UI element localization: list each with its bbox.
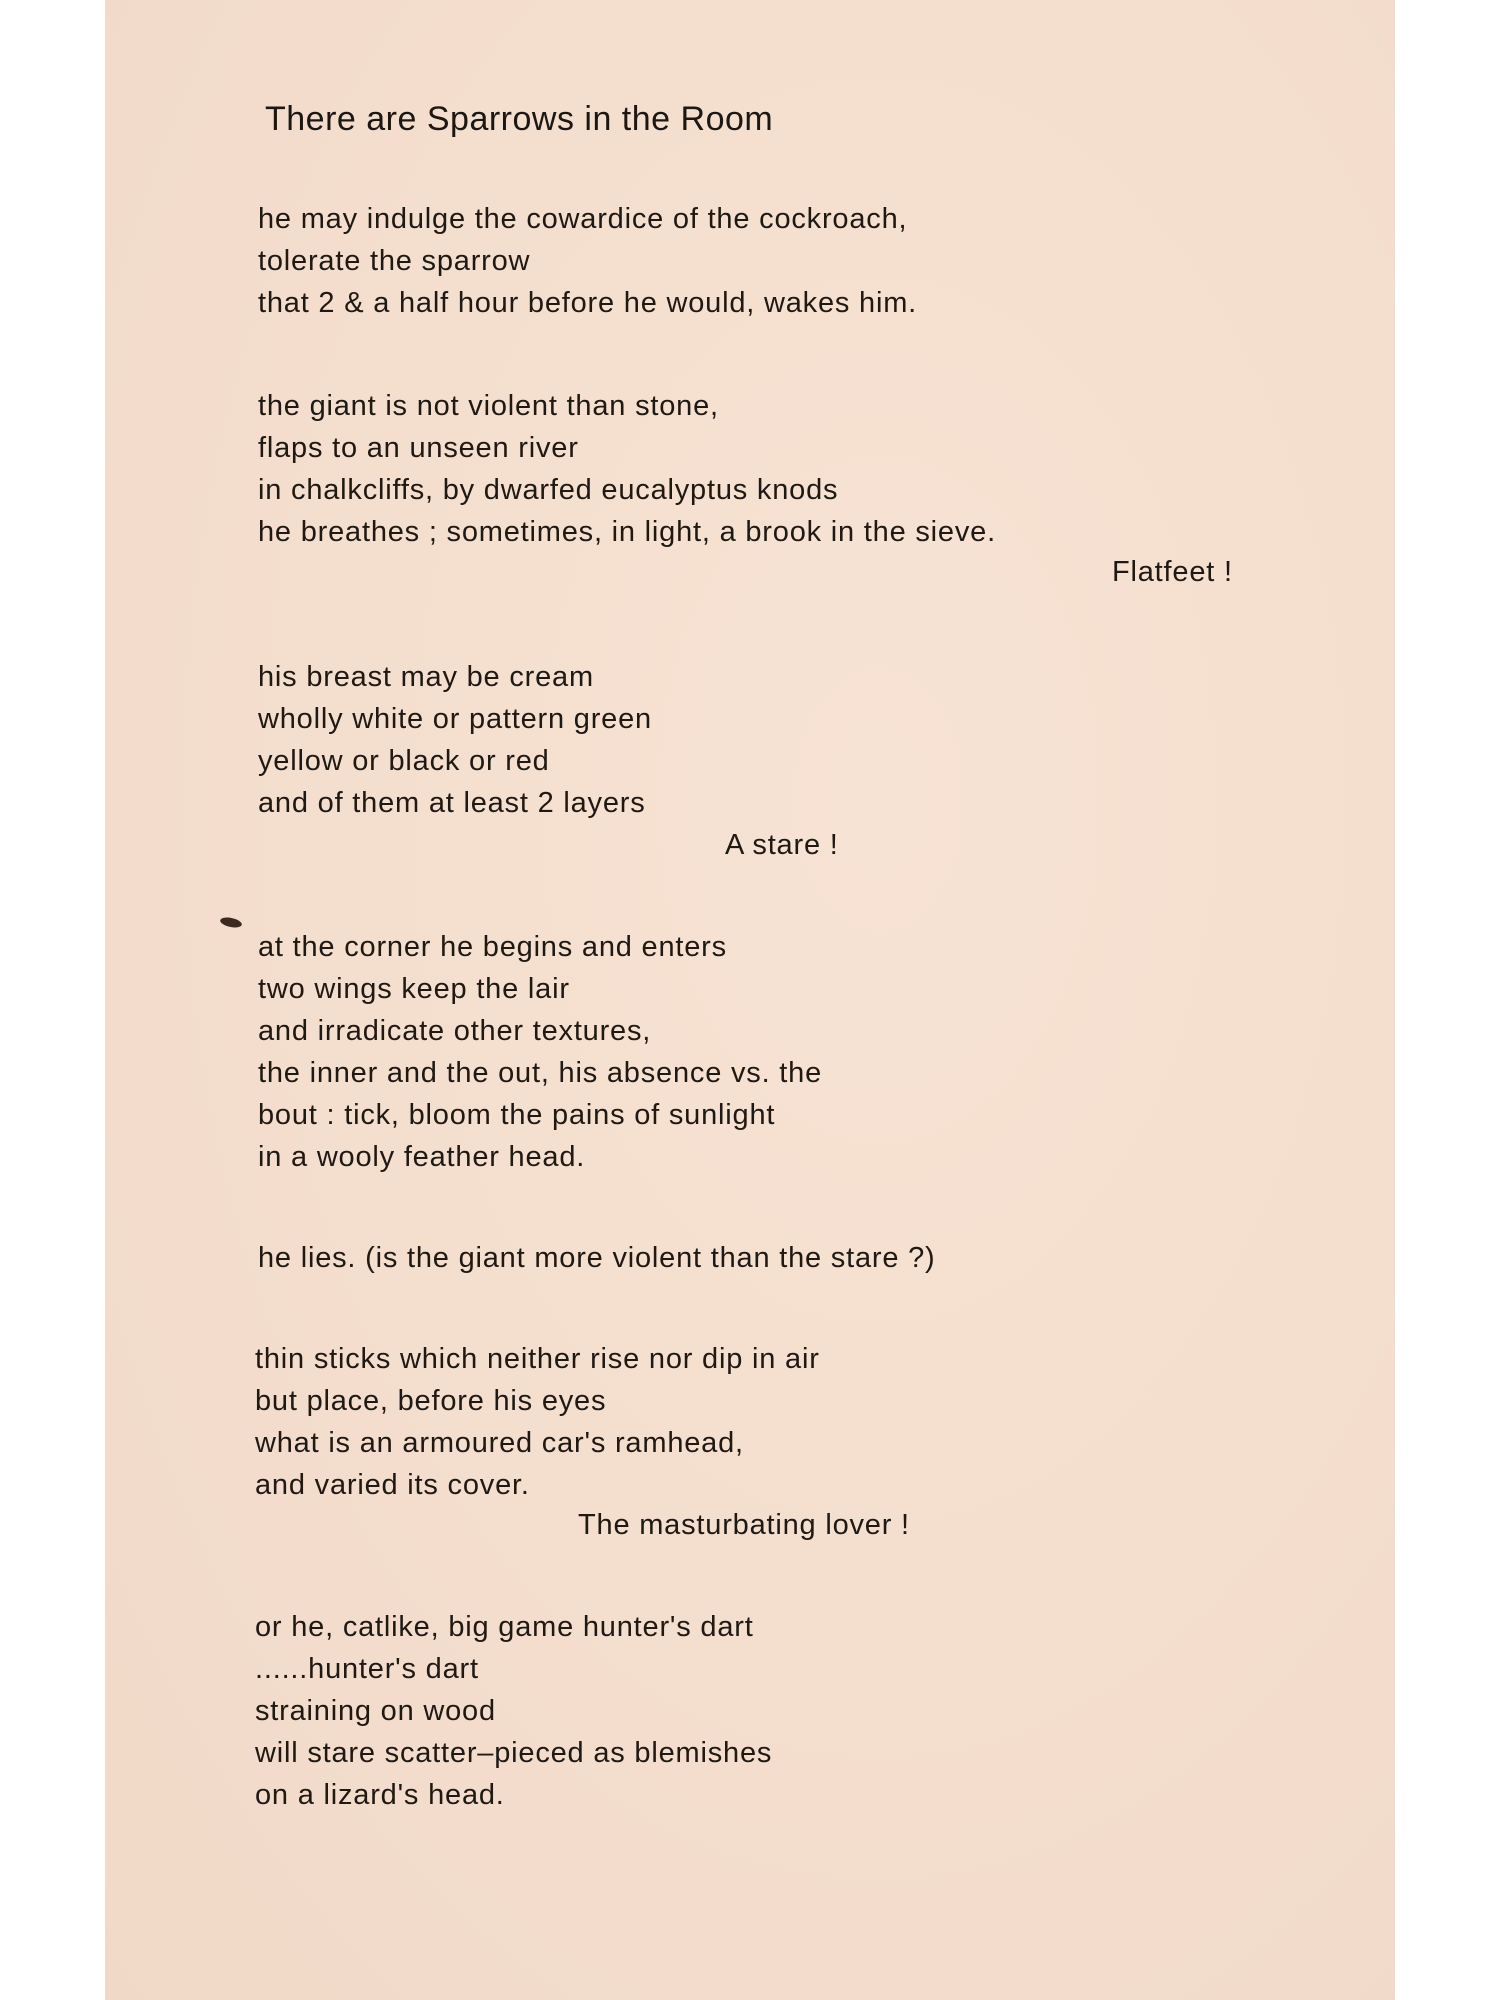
poem-line: in chalkcliffs, by dwarfed eucalyptus knods — [258, 474, 839, 506]
poem-line: thin sticks which neither rise nor dip in air — [255, 1343, 820, 1375]
poem-line: tolerate the sparrow — [258, 245, 531, 277]
poem-line: but place, before his eyes — [255, 1385, 607, 1417]
poem-line: in a wooly feather head. — [258, 1141, 586, 1173]
poem-line: yellow or black or red — [258, 745, 550, 777]
ink-speck — [219, 916, 242, 929]
poem-line: two wings keep the lair — [258, 973, 570, 1005]
poem-line: The masturbating lover ! — [578, 1509, 910, 1541]
poem-line: and irradicate other textures, — [258, 1015, 652, 1047]
poem-line: he breathes ; sometimes, in light, a brook in the sieve. — [258, 516, 996, 548]
poem-line: he may indulge the cowardice of the cockroach, — [258, 203, 908, 235]
poem-line: that 2 & a half hour before he would, wakes him. — [258, 287, 918, 319]
book-page — [105, 0, 1395, 2000]
poem-line: A stare ! — [725, 829, 839, 861]
poem-line: and of them at least 2 layers — [258, 787, 646, 819]
poem-line: on a lizard's head. — [255, 1779, 505, 1811]
poem-line: and varied its cover. — [255, 1469, 530, 1501]
poem-line: ......hunter's dart — [255, 1653, 479, 1685]
poem-line: or he, catlike, big game hunter's dart — [255, 1611, 754, 1643]
poem-line: bout : tick, bloom the pains of sunlight — [258, 1099, 776, 1131]
poem-line: will stare scatter–pieced as blemishes — [255, 1737, 773, 1769]
poem-line: wholly white or pattern green — [258, 703, 652, 735]
poem-line: the giant is not violent than stone, — [258, 390, 719, 422]
poem-line: at the corner he begins and enters — [258, 931, 727, 963]
poem-line: the inner and the out, his absence vs. the — [258, 1057, 823, 1089]
poem-line: he lies. (is the giant more violent than the stare ?) — [258, 1242, 936, 1274]
poem-title: There are Sparrows in the Room — [265, 100, 774, 138]
poem-line: Flatfeet ! — [1112, 556, 1233, 588]
poem-line: what is an armoured car's ramhead, — [255, 1427, 744, 1459]
poem-line: his breast may be cream — [258, 661, 594, 693]
poem-line: straining on wood — [255, 1695, 496, 1727]
poem-line: flaps to an unseen river — [258, 432, 579, 464]
